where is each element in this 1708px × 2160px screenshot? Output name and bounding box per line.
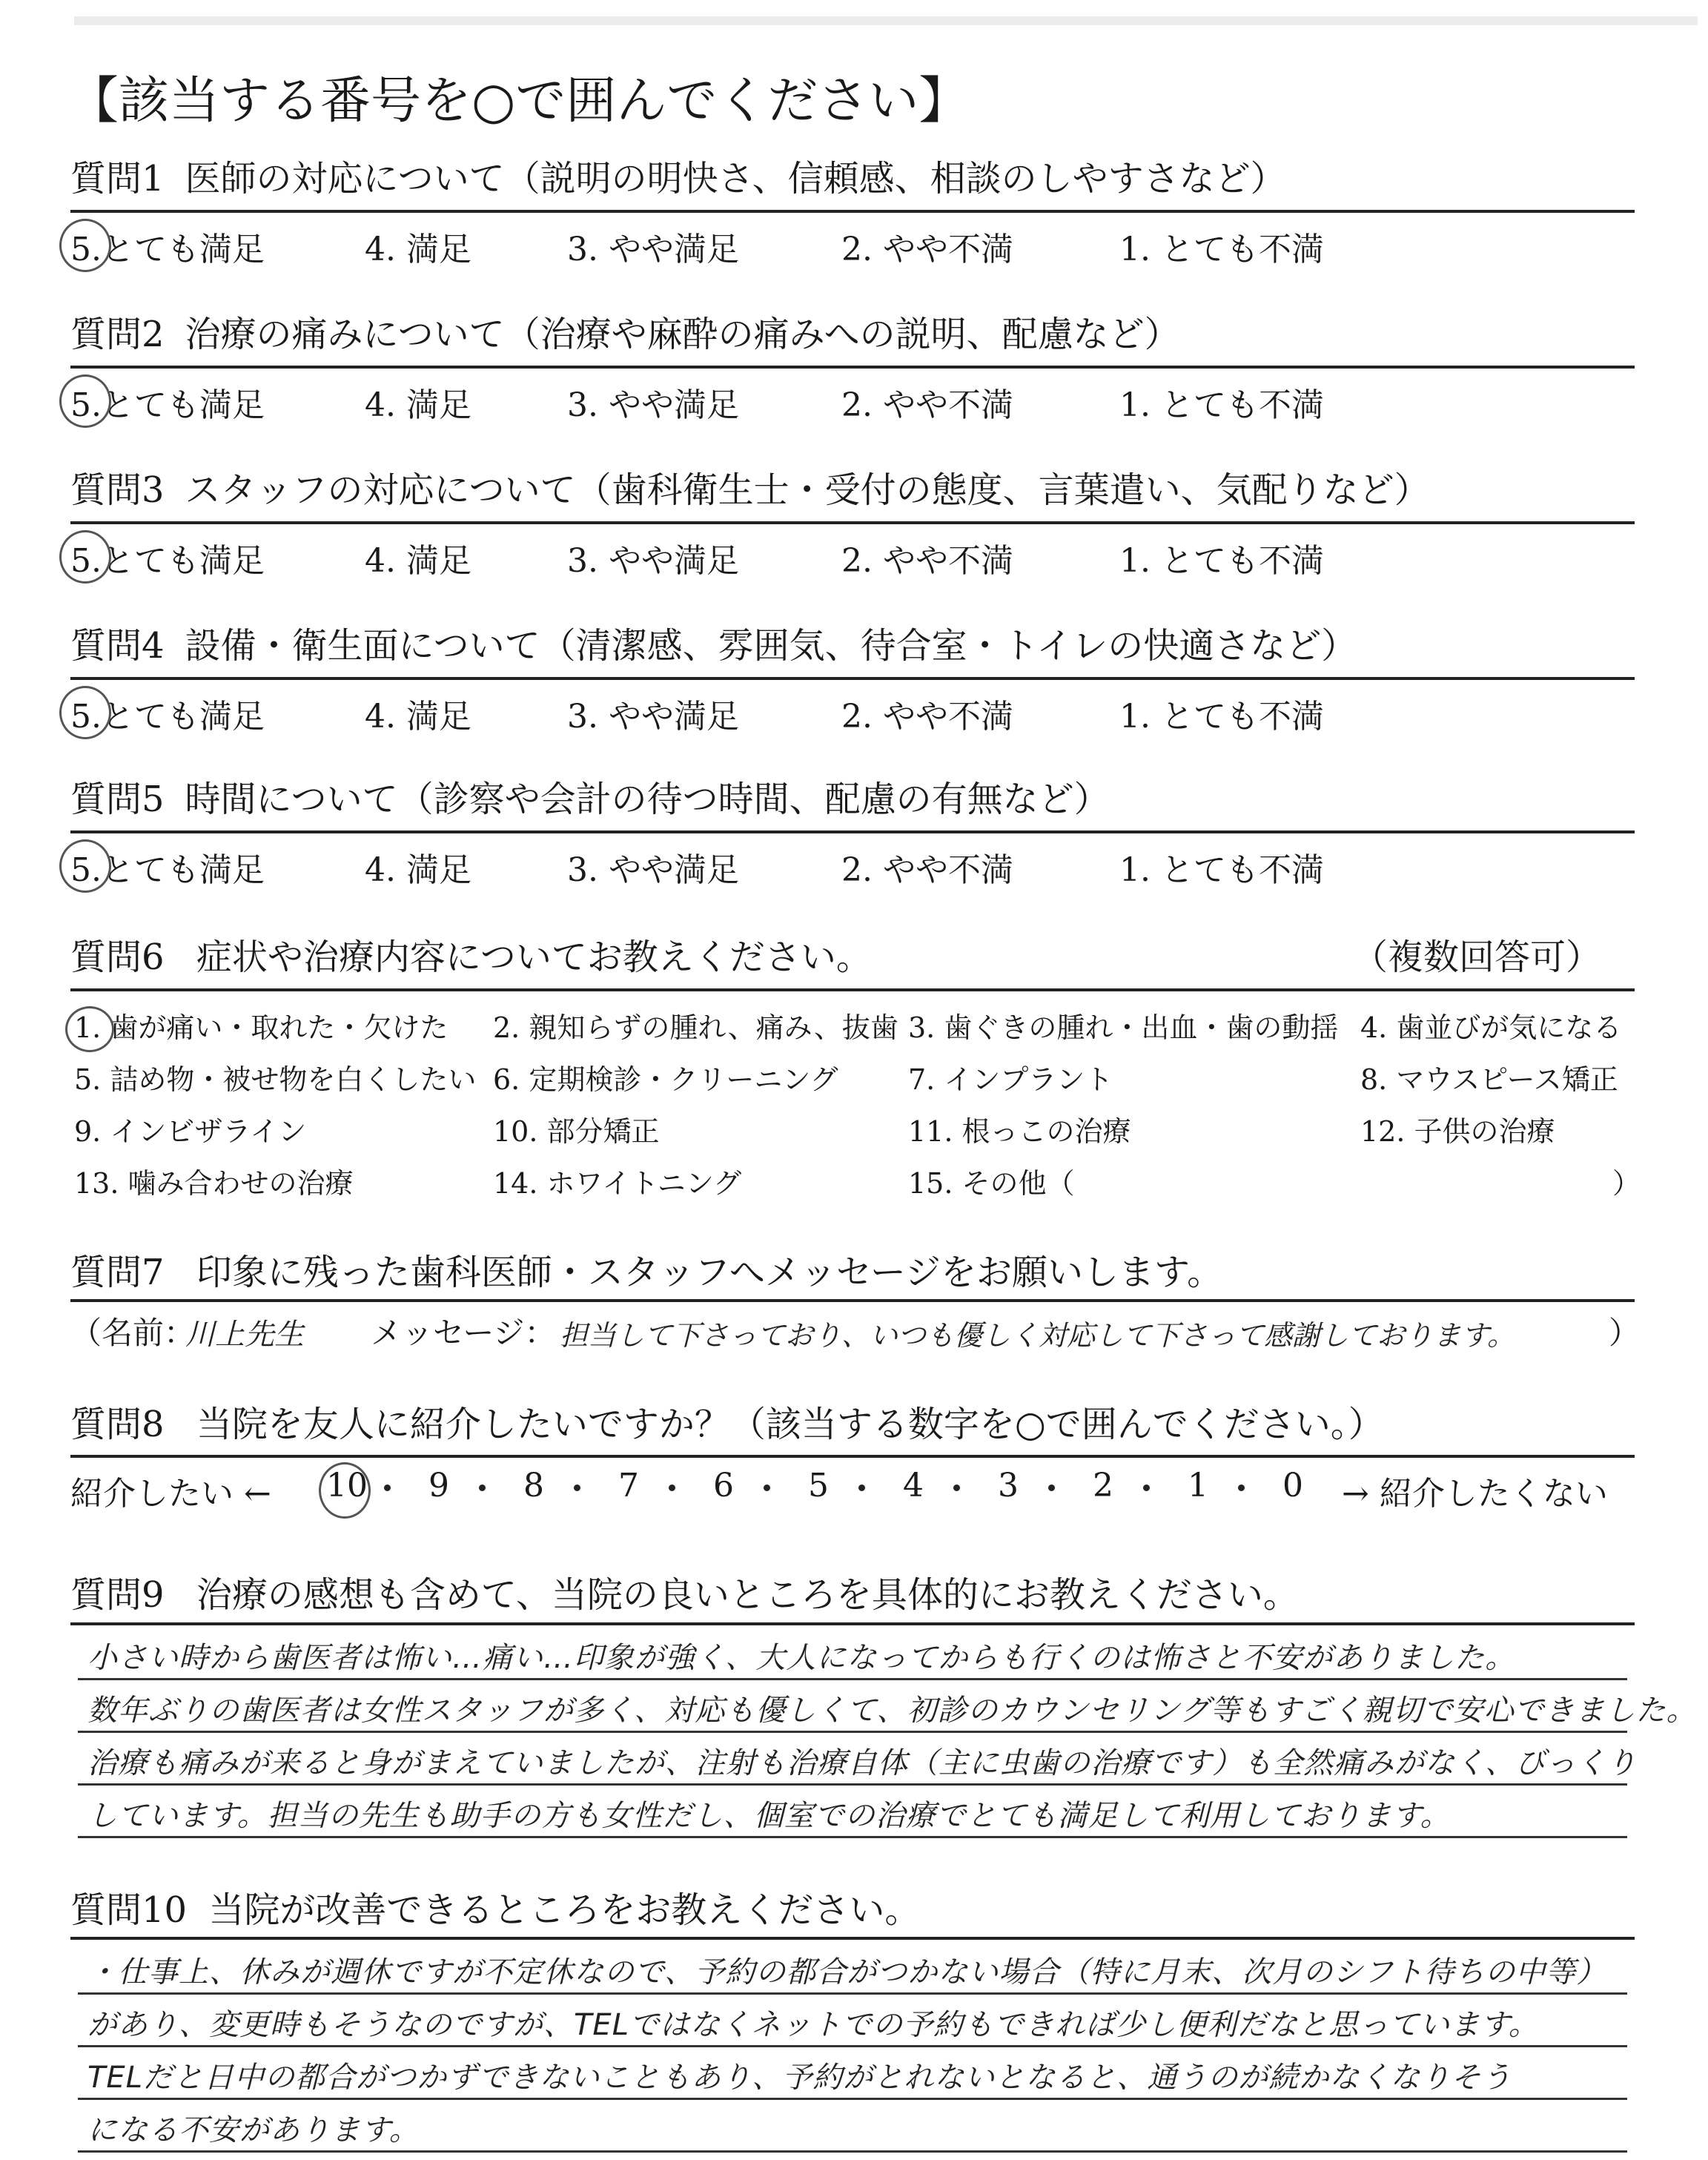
symptom-option[interactable]: 9. インビザライン [74,1115,307,1148]
message-value: 担当して下さっており、いつも優しく対応して下さって感謝しております。 [560,1319,1515,1352]
question-text: 時間について（診察や会計の待つ時間、配慮の有無など） [185,779,1110,820]
selection-circle [59,374,111,428]
question-10 [70,1883,1635,1937]
symptom-option[interactable]: 14. ホワイトニング [493,1167,742,1200]
symptom-option[interactable]: 7. インプラント [908,1063,1113,1096]
rule [70,366,1635,369]
rating-option[interactable]: 2. やや不満 [841,386,1013,424]
selection-circle [319,1462,371,1519]
rating-option[interactable]: 4. 満足 [365,698,471,736]
question-8 [70,1398,1635,1451]
scale-separator-dot [858,1484,865,1491]
rating-option[interactable]: 1. とても不満 [1119,542,1324,580]
answer-line: しています。担当の先生も助手の方も女性だし、個室での治療でとても満足して利用しております。 [87,1799,1451,1833]
writing-line [78,2098,1627,2100]
scale-separator-dot [384,1484,391,1491]
symptom-option[interactable]: 8. マウスピース矯正 [1360,1063,1618,1096]
rating-option[interactable]: 1. とても不満 [1119,698,1324,736]
scale-separator-dot [669,1484,675,1491]
scale-separator-dot [574,1484,580,1491]
question-label: 質問1 [70,158,165,199]
scale-value[interactable]: 6 [713,1467,734,1505]
question-text: 当院が改善できるところをお教えください。 [208,1889,921,1931]
question-2 [70,308,1635,361]
message-label: メッセージ： [371,1315,556,1351]
question-5 [70,773,1635,826]
answer-line: TELだと日中の都合がつかずできないこともあり、予約がとれないとなると、通うのが続かなくなりそう [87,2061,1512,2095]
rating-option[interactable]: 2. やや不満 [841,231,1013,268]
question-text: 治療の感想も含めて、当院の良いところを具体的にお教えください。 [196,1574,1299,1616]
name-label: （名前： [70,1315,196,1351]
page-title: 【該当する番号を○で囲んでください】 [68,72,970,131]
question-note: （複数回答可） [1351,937,1601,978]
rule [70,988,1635,991]
question-text: 症状や治療内容についてお教えください。 [196,937,872,978]
question-text: 設備・衛生面について（清潔感、雰囲気、待合室・トイレの快適さなど） [185,625,1357,667]
rule [70,677,1635,680]
answer-line: 数年ぶりの歯医者は女性スタッフが多く、対応も優しくて、初診のカウンセリング等もすごく親切で安心できました。 [87,1694,1697,1728]
rating-option[interactable]: 3. やや満足 [567,386,739,424]
answer-line: ・仕事上、休みが週休ですが不定休なので、予約の都合がつかない場合（特に月末、次月のシフト待ちの中等） [87,1955,1607,1989]
rating-option[interactable]: 3. やや満足 [567,698,739,736]
answer-line: になる不安があります。 [87,2113,420,2147]
scale-value[interactable]: 9 [428,1467,449,1505]
rating-option[interactable]: 3. やや満足 [567,231,739,268]
rating-option[interactable]: 4. 満足 [365,231,471,268]
scale-separator-dot [1048,1484,1055,1491]
rating-option[interactable]: 3. やや満足 [567,851,739,889]
selection-circle [59,839,111,893]
scale-value[interactable]: 5 [808,1467,829,1505]
scale-value[interactable]: 7 [618,1467,639,1505]
selection-circle [59,219,111,272]
scale-right-label: → 紹介したくない [1342,1475,1608,1513]
selection-circle [59,530,111,584]
scale-separator-dot [764,1484,770,1491]
scale-value[interactable]: 8 [523,1467,544,1505]
symptom-option[interactable]: 4. 歯並びが気になる [1360,1011,1622,1044]
rating-option[interactable]: 3. やや満足 [567,542,739,580]
symptom-option[interactable]: 2. 親知らずの腫れ、痛み、抜歯 [493,1011,898,1044]
scale-left-label: 紹介したい ← [70,1475,271,1513]
question-label: 質問9 [70,1574,165,1616]
writing-line [78,2150,1627,2153]
scale-separator-dot [1143,1484,1150,1491]
rating-option[interactable]: 2. やや不満 [841,851,1013,889]
rule [70,521,1635,524]
question-9 [70,1568,1635,1622]
rating-option[interactable]: 5.とても満足 [70,231,265,268]
rule [70,1622,1635,1625]
scale-value[interactable]: 4 [903,1467,924,1505]
question-label: 質問6 [70,937,165,978]
symptom-option[interactable]: 6. 定期検診・クリーニング [493,1063,838,1096]
question-label: 質問4 [70,625,165,667]
writing-line [78,1783,1627,1786]
rating-option[interactable]: 5.とても満足 [70,386,265,424]
scale-value[interactable]: 0 [1282,1467,1303,1505]
rating-option[interactable]: 4. 満足 [365,542,471,580]
question-label: 質問8 [70,1404,165,1445]
name-value: 川上先生 [185,1318,304,1352]
rating-option[interactable]: 4. 満足 [365,851,471,889]
symptom-option[interactable]: 13. 噛み合わせの治療 [74,1167,354,1200]
scale-value[interactable]: 2 [1093,1467,1113,1505]
answer-line: があり、変更時もそうなのですが、TELではなくネットでの予約もできれば少し便利だなと思っています。 [87,2008,1539,2042]
answer-line: 治療も痛みが来ると身がまえていましたが、注射も治療自体（主に虫歯の治療です）も全然痛みがなく、びっくり [87,1746,1638,1780]
symptom-option[interactable]: 10. 部分矯正 [493,1115,660,1148]
scale-value[interactable]: 3 [998,1467,1019,1505]
question-text: 治療の痛みについて（治療や麻酔の痛みへの説明、配慮など） [185,314,1180,355]
writing-line [78,1992,1627,1995]
scale-separator-dot [479,1484,486,1491]
rating-option[interactable]: 2. やや不満 [841,698,1013,736]
rating-option[interactable]: 1. とても不満 [1119,851,1324,889]
rule [70,210,1635,213]
rating-option[interactable]: 5.とても満足 [70,542,265,580]
scan-edge [74,16,1698,25]
symptom-option[interactable]: 15. その他（ [908,1167,1075,1200]
writing-line [78,1836,1627,1838]
rule [70,1455,1635,1458]
question-label: 質問10 [70,1889,188,1931]
rating-option[interactable]: 5.とても満足 [70,698,265,736]
question-4 [70,619,1635,673]
symptom-option[interactable]: 5. 詰め物・被せ物を白くしたい [74,1063,477,1096]
rule [70,1299,1635,1302]
symptom-option[interactable]: 3. 歯ぐきの腫れ・出血・歯の動揺 [908,1011,1339,1044]
symptom-option[interactable]: 1. 歯が痛い・取れた・欠けた [74,1011,448,1044]
rule [70,1937,1635,1940]
question-label: 質問5 [70,779,165,820]
selection-circle [65,1006,114,1052]
answer-line: 小さい時から歯医者は怖い…痛い…印象が強く、大人になってからも行くのは怖さと不安がありました。 [87,1641,1516,1675]
rating-option[interactable]: 5.とても満足 [70,851,265,889]
writing-line [78,2045,1627,2047]
writing-line [78,1731,1627,1733]
question-label: 質問3 [70,469,165,511]
question-6 [70,931,1635,984]
question-7 [70,1246,1635,1299]
selection-circle [59,686,111,739]
scale-value[interactable]: 1 [1188,1467,1208,1505]
question-3 [70,463,1635,517]
question-text: 印象に残った歯科医師・スタッフへメッセージをお願いします。 [196,1252,1223,1293]
rating-option[interactable]: 1. とても不満 [1119,386,1324,424]
question-text: 医師の対応について（説明の明快さ、信頼感、相談のしやすさなど） [185,158,1286,199]
rating-option[interactable]: 2. やや不満 [841,542,1013,580]
rating-option[interactable]: 4. 満足 [365,386,471,424]
scale-value[interactable]: 10 [326,1467,368,1505]
scale-separator-dot [953,1484,960,1491]
rule [70,830,1635,833]
question-text: スタッフの対応について（歯科衛生士・受付の態度、言葉遣い、気配りなど） [185,469,1430,511]
rating-option[interactable]: 1. とても不満 [1119,231,1324,268]
question-label: 質問7 [70,1252,165,1293]
symptom-option[interactable]: 12. 子供の治療 [1360,1115,1555,1148]
question-text: 当院を友人に紹介したいですか？（該当する数字を○で囲んでください。） [196,1404,1384,1445]
close-paren: ） [1609,1315,1641,1351]
scale-separator-dot [1238,1484,1245,1491]
question-1 [70,152,1635,205]
symptom-option[interactable]: 11. 根っこの治療 [908,1115,1131,1148]
option-close-paren: ） [1612,1167,1641,1200]
writing-line [78,1678,1627,1680]
question-label: 質問2 [70,314,165,355]
